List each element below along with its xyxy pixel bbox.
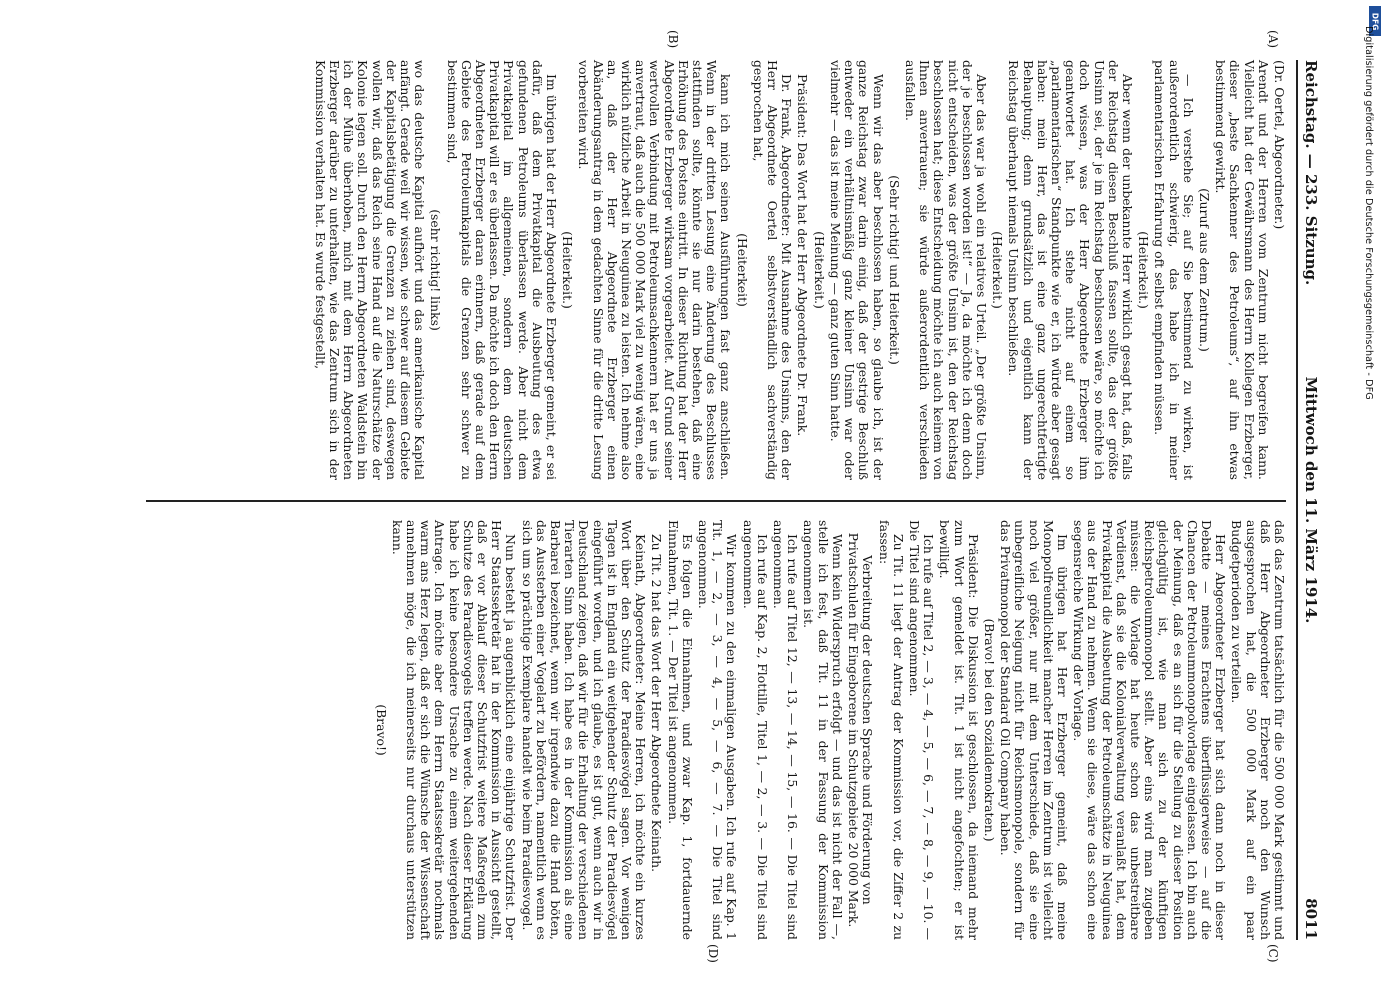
left-column-paragraph: (Heiterkeit) <box>734 233 750 307</box>
text-column-right <box>371 520 1286 940</box>
header-page-number: 8011 <box>1302 898 1320 940</box>
right-column-paragraph: (Bravo! bei den Sozialdemokraten.) <box>981 618 997 842</box>
right-column-paragraph: Ich rufe auf Titel 12, — 13, — 14, — 15, — 16. — Die Titel sind angenommen. <box>771 520 801 940</box>
header-session: Reichstag. — 233. Sitzung. <box>1302 60 1320 286</box>
margin-mark-b: (B) <box>666 30 680 49</box>
right-column-paragraph: daß das Zentrum tatsächlich für die 500 000 Mark gestimmt und daß Herr Abgeordneter Erzberger noch den Wunsch ausgesprochen hat, die 500 000 Mark auf ein paar Budgetperioden zu verteilen. <box>1229 520 1287 940</box>
left-column-paragraph: Dr. Frank, Abgeordneter: Mit Ausnahme des Unsinns, den der Herr Abgeordnete Oertel selbstverständlich sachverständig gesprochen hat, <box>750 60 795 480</box>
digitization-credit: Digitalisierung gefördert durch die Deutsche Forschungsgemeinschaft - DFG <box>1363 26 1374 400</box>
right-column-paragraph: Wenn kein Widerspruch erfolgt — und das ist nicht der Fall —, stelle ich fest, daß Tit. 11 in der Fassung der Kommission angenommen ist. <box>801 520 845 940</box>
left-column-paragraph: Präsident: Das Wort hat der Herr Abgeordnete Dr. Frank. <box>795 74 811 437</box>
right-column-paragraph: Im übrigen hat Herr Erzberger gemeint, daß meine Monopolfreundlichkeit mancher Herren im Zentrum ist vielleicht noch viel größer, nur mit dem Unterschiede, daß sie eine unbegreifliche Neigung nicht für Reichsmonopole, sondern für das Privatmonopol der Standard Oil Company haben. <box>998 520 1070 940</box>
dfg-logo: DFG <box>1369 6 1381 36</box>
right-column-paragraph: Verbreitung der deutschen Sprache und Förderung von Privatschulen für Eingeborene im Schutzgebiete 20 000 Mark. <box>846 532 876 928</box>
left-column-paragraph: Wenn wir das aber beschlossen haben, so glaube ich, ist der ganze Reichstag zwar darin einig, daß der gestrige Beschluß entweder ein verhältnismäßig ganz kleiner Unsinn war oder vielmehr — das ist meine Meinung — ganz guten Sinn hatte. <box>827 60 886 480</box>
left-column-paragraph: — Ich verstehe Sie; auf Sie bestimmend zu wirken, ist außerordentlich schwierig, das habe ich in meiner parlamentarischen Erfahrung oft selbst empfinden müssen. <box>1152 60 1196 480</box>
margin-mark-c: (C) <box>1266 944 1280 963</box>
right-column-paragraph: Ich rufe auf Titel 2, — 3, — 4, — 5, — 6, — 7, — 8, — 9, — 10. — Die Titel sind angenommen. <box>906 520 937 940</box>
left-column-paragraph: (Heiterkeit.) <box>560 231 576 309</box>
margin-mark-d: (D) <box>706 944 720 963</box>
right-column-paragraph: Es folgen die Einnahmen, und zwar Kap. 1, fortdauernde Einnahmen, Tit. 1. — Der Titel ist angenommen. <box>665 520 695 940</box>
column-rule <box>146 500 1286 502</box>
left-column-paragraph: (Sehr richtig! und Heiterkeit.) <box>886 175 902 365</box>
left-column-paragraph: wo das deutsche Kapital aufhört und das amerikanische Kapital anfängt. Gerade weil wir wissen, wie schwer auf diesem Gebiete der Kapitalsbetätigung die Grenzen zu ziehen sind, deswegen wollen wir, daß das Reich seine Hand auf die Naturschätze der Kolonie legen soll. Durch den Herrn Abgeordneten Waldstein bin ich der Mühe überhoben, mich mit dem Herrn Abgeordneten Erzberger darüber zu unterhalten, wie das Zentrum sich in der Kommission verhalten hat. Es wurde festgestellt, <box>312 60 428 480</box>
right-column-paragraph: Nun besteht ja augenblicklich eine einjährige Schutzfrist. Der Herr Staatssekretär hat in der Kommission in Aussicht gestellt, daß er vor Ablauf dieser Schutzfrist weitere Maßregeln zum Schutze des Paradiesvogels treffen werde. Nach dieser Erklärung habe ich keine besondere Ursache zu einem weitergehenden Antrage. Ich möchte aber dem Herrn Staatssekretär nochmals warm ans Herz legen, daß er sich die Wünsche der Wissenschaft annehmen möge, die ich meinerseits nur durchaus unterstützen kann. <box>389 520 519 940</box>
left-column-paragraph: (Heiterkeit.) <box>811 231 827 309</box>
left-column-paragraph: (Dr. Oertel, Abgeordneter.) <box>1272 60 1287 230</box>
margin-mark-a: (A) <box>1266 30 1280 49</box>
left-column-paragraph: (Zuruf aus dem Zentrum.) <box>1196 188 1212 352</box>
left-column-paragraph: Aber das war ja wohl ein relatives Urteil. „Der größte Unsinn, der je beschlossen worden ist!“ — Ja, da möchte ich denn doch nicht entscheiden, was der größte Unsinn ist, den der Reichstag beschlossen hat; diese Entscheidung möchte ich auch keinem von Ihnen anvertrauen; sie würde außerordentlich verschieden ausfallen. <box>902 60 989 480</box>
right-column-paragraph: Herr Abgeordneter Erzberger hat sich dann noch in dieser Debatte — meines Erachtens überflüssigerweise — auf die Chancen der Petroleummonopolvorlage eingelassen. Ich bin auch der Meinung, daß es an sich für die Stellung zu dieser Position gleichgültig ist, wie man sich zu der künftigen Reichspetroleummonopol stellt. Aber eins wird man zugeben müssen: die Vorlage hat heute schon das unbestreitbare Verdienst, daß sie die Kolonialverwaltung veranlaßt hat, dem Privatkapital die Ausbeutung der Petroleumschätze in Neuguinea aus der Hand zu nehmen. Wenn sie diese, wäre das schon eine segensreiche Wirkung der Vorlage. <box>1071 520 1229 940</box>
printed-page <box>80 30 1320 963</box>
left-column-paragraph: (Heiterkeit.) <box>990 231 1006 309</box>
left-column-paragraph: (Heiterkeit.) <box>1136 231 1152 309</box>
left-column-paragraph: Aber wenn der unbekannte Herr wirklich gesagt hat, daß, falls der Reichstag diesen Beschluß fassen sollte, das der größte Unsinn sei, der je im Reichstag beschlossen wäre, so möchte ich doch wissen, was der Herr Abgeordnete Erzberger ihm geantwortet hat. Ich stehe nicht auf einem so „parlamentarischen“ Standpunkte wie er, ich würde aber gesagt haben: mein Herr, das ist eine ganz ungerechtfertigte Behauptung; denn grundsätzlich und eigentlich kann der Reichstag überhaupt niemals Unsinn beschließen. <box>1006 60 1135 480</box>
left-column-paragraph: Arendt und der Herren vom Zentrum nicht begreifen kann. Vielleicht hat der Gewährsmann des Herrn Kollegen Erzberger, dieser „beste Sachkenner des Petroleums“, auf ihn etwas bestimmend gewirkt. <box>1213 60 1271 480</box>
text-column-left <box>311 60 1286 480</box>
right-column-paragraph: Keinath, Abgeordneter: Meine Herren, ich möchte ein kurzes Wort über den Schutz der Paradiesvögel sagen. Vor wenigen Tagen ist in England ein weitgehender Schutz der Paradiesvögel eingeführt worden, und ich glaube, es ist gut, wenn auch wir in Deutschland zeigen, daß wir für die Erhaltung der verschiedenen Tierarten Sinn haben. Ich habe es in der Kommission als eine Barbarei bezeichnet, wenn wir irgendwie dazu die Hand böten, das Aussterben einer Vogelart zu befördern, namentlich wenn es sich um so prächtige Exemplare handelt wie beim Paradiesvogel. <box>519 520 649 940</box>
left-column-paragraph: Im übrigen hat der Herr Abgeordnete Erzberger gemeint, er sei dafür, daß dem Privatkapital die Ausbeutung des etwa gefundenen Petroleums überlassen werde. Aber nicht dem Privatkapital im allgemeinen, sondern dem deutschen Privatkapital will er es überlassen. Da möchte ich doch den Herrn Abgeordneten Erzberger daran erinnern, daß gerade auf dem Gebiete des Petroleumkapitals die Grenzen sehr schwer zu bestimmen sind, <box>444 60 560 480</box>
right-column-paragraph: (Bravo!) <box>373 704 389 756</box>
page-header <box>1296 60 1320 940</box>
header-date: Mittwoch den 11. März 1914. <box>1302 376 1320 624</box>
right-column-paragraph: Zu Tit. 2 hat das Wort der Herr Abgeordnete Keinath. <box>649 534 665 873</box>
left-column-paragraph: kann ich mich seinen Ausführungen fast ganz anschließen. Wenn in der dritten Lesung eine Änderung des Beschlusses stattfinden sollte, könnte sie nur darin bestehen, daß eine Erhöhung des Postens eintritt. In dieser Richtung hat der Herr Abgeordnete Erzberger wirksam vorgearbeitet. Auf Grund seiner wertvollen Verbindung mit Petroleumsachkennern hat er uns ja anvertraut, daß auch die 500 000 Mark viel zu wenig wären, eine wirklich nützliche Arbeit in Neuguinea zu leisten. Ich nehme also an, daß der Herr Abgeordnete Erzberger einen Abänderungsantrag in dem gedachten Sinne für die dritte Lesung vorbereiten wird. <box>576 60 734 480</box>
right-column-paragraph: Präsident: Die Diskussion ist geschlossen, da niemand mehr zum Wort gemeldet ist. Tit. 1 ist nicht angefochten; er ist bewilligt. <box>937 520 981 940</box>
right-column-paragraph: Ich rufe auf Kap. 2, Flottille, Titel 1, — 2, — 3. — Die Titel sind angenommen. <box>740 520 770 940</box>
left-column-paragraph: (sehr richtig! links) <box>428 209 444 331</box>
right-column-paragraph: Wir kommen zu den einmaligen Ausgaben. Ich rufe auf Kap. 1 Tit. 1, — 2, — 3, — 4, — 5, — 6, — 7. — Die Titel sind angenommen. <box>696 520 740 940</box>
right-column-paragraph: Zu Tit. 11 liegt der Antrag der Kommission vor, die Ziffer 2 zu fassen: <box>876 520 906 940</box>
